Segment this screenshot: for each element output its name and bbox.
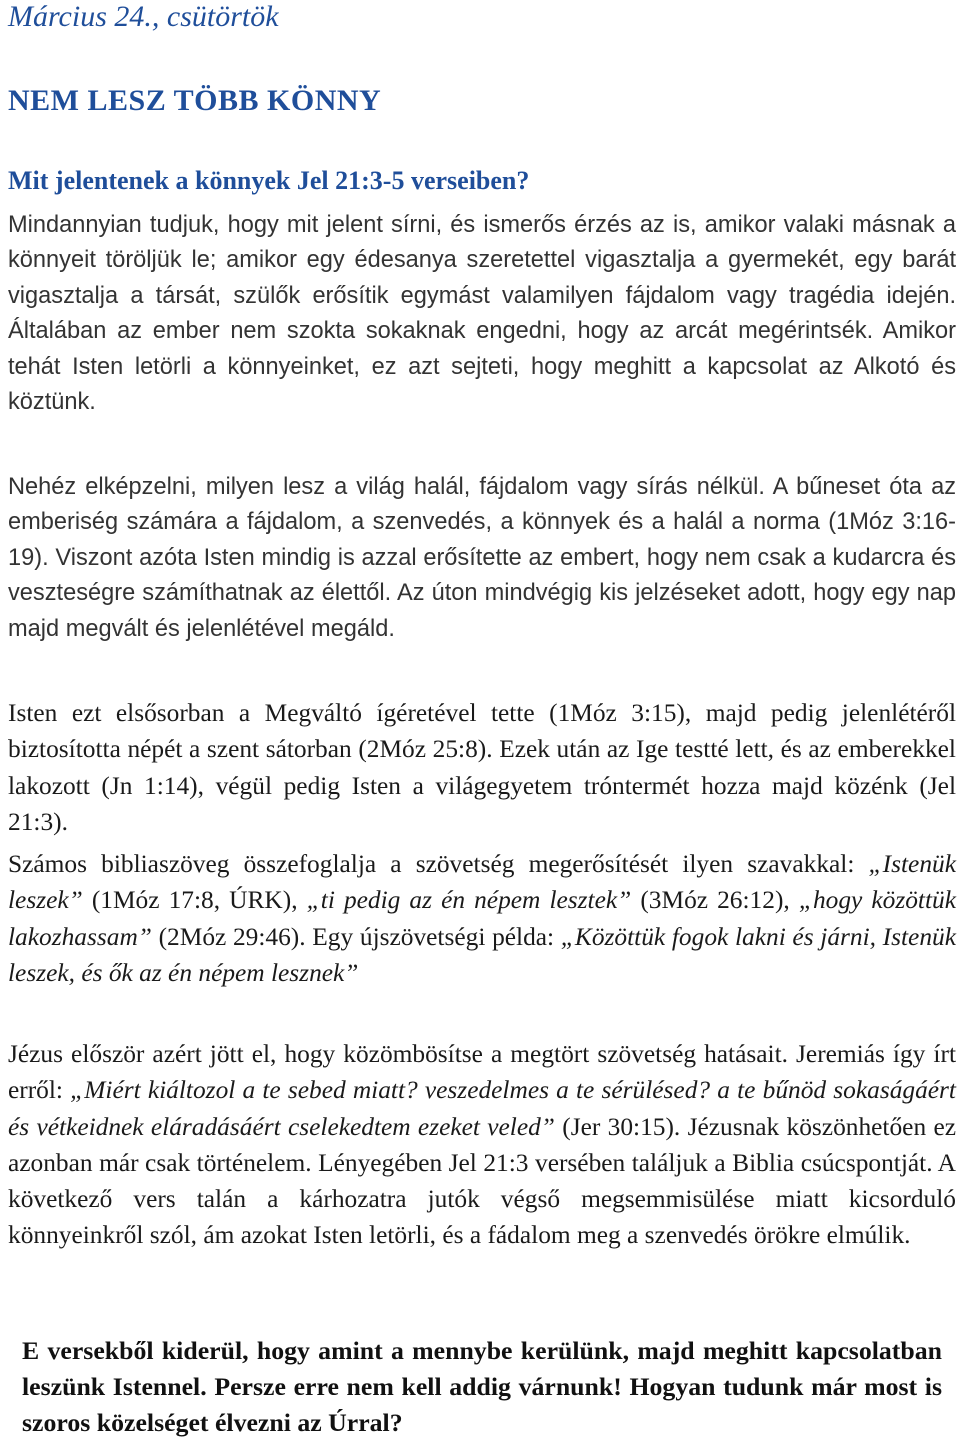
study-question: Mit jelentenek a könnyek Jel 21:3-5 verseiben?: [8, 166, 530, 195]
paragraph-world-without-pain: Nehéz elképzelni, milyen lesz a világ halál, fájdalom vagy sírás nélkül. A bűneset óta az emberiség számára a fájdalom, a szenvedés, a könnyek és a halál a norma (1Móz 3:16-19). Viszont azóta Isten mindig is azzal erősítette az embert, hogy nem csak a kudarcra és veszteségre számíthatnak az élettől. Az úton mindvégig kis jelzéseket adott, hogy egy nap majd megvált és jelenlétével megáld.: [8, 474, 956, 642]
paragraph-text: (Jer 30:15). Jézusnak köszönhetően ez azonban már csak történelem. Lényegében Jel 21:3 versében találjuk a Biblia csúcspontját. A következő vers talán a kárhozatra jutók végső megsemmisülése miatt kicsorduló könnyeinkről szól, ám azokat Isten letörli, és a fádalom meg a szenvedés örökre elmúlik.: [8, 1112, 957, 1250]
date-heading: Március 24., csütörtök: [8, 0, 279, 33]
scripture-quote: „Közöttük fogok lakni és járni, Istenük leszek, és ők az én népem lesznek”: [8, 922, 956, 987]
paragraph-text: Isten ezt elsősorban a Megváltó ígéretével tette (1Móz 3:15), majd pedig jelenlétéről biztosította népét a szent sátorban (2Móz 25:8). Ezek után az Ige testté lett, és az emberekkel lakozott (Jn 1:14), végül pedig Isten a világegyetem tróntermét hozza majd közénk (Jel 21:3).: [8, 699, 956, 836]
scripture-quote: „ti pedig az én népem lesztek”: [306, 886, 632, 915]
paragraph-intro: Mindannyian tudjuk, hogy mit jelent sírni, és ismerős érzés az is, amikor valaki másnak a könnyeit töröljük le; amikor egy édesanya szeretettel vigasztalja a gyermekét, egy barát vigasztalja a társát, szülők erősítik egymást valamilyen fájdalom vagy tragédia idején. Általában az ember nem szokta sokaknak engedni, hogy az arcát megérintsék. Amikor tehát Isten letörli a könnyeinket, ez azt sejteti, hogy meghitt a kapcsolat az Alkotó és köztünk.: [8, 212, 956, 416]
paragraph-text: Számos bibliaszöveg összefoglalja a szövetség megerősítését ilyen szavakkal:: [8, 850, 869, 878]
paragraph-text: (1Móz 17:8, ÚRK),: [82, 886, 307, 915]
closing-reflection: E versekből kiderül, hogy amint a mennybe kerülünk, majd meghitt kapcsolatban leszünk Istennel. Persze erre nem kell addig várnunk! Hogyan tudunk már most is szoros közelséget élvezni az Úrral?: [22, 1336, 942, 1437]
scripture-quote: „hogy közöttük lakozhassam”: [8, 886, 956, 951]
paragraph-text: (3Móz 26:12),: [631, 886, 799, 915]
scripture-quote: „Miért kiáltozol a te sebed miatt? veszedelmes a te sérülésed? a te bűnöd sokaságáért és vétkeidnek eláradásáért cselekedtem ezeket veled”: [8, 1076, 956, 1141]
paragraph-jesus: [8, 1036, 956, 1254]
paragraph-text: Jézus először azért jött el, hogy közömbösítse a megtört szövetség hatásait. Jeremiás így írt erről:: [8, 1040, 956, 1105]
page-title: NEM LESZ TÖBB KÖNNY: [8, 84, 382, 117]
paragraph-god-presence: [8, 695, 956, 840]
scripture-quote: „Istenük leszek”: [8, 850, 956, 915]
paragraph-covenant: [8, 846, 956, 991]
paragraph-text: (2Móz 29:46). Egy újszövetségi példa:: [151, 922, 561, 951]
